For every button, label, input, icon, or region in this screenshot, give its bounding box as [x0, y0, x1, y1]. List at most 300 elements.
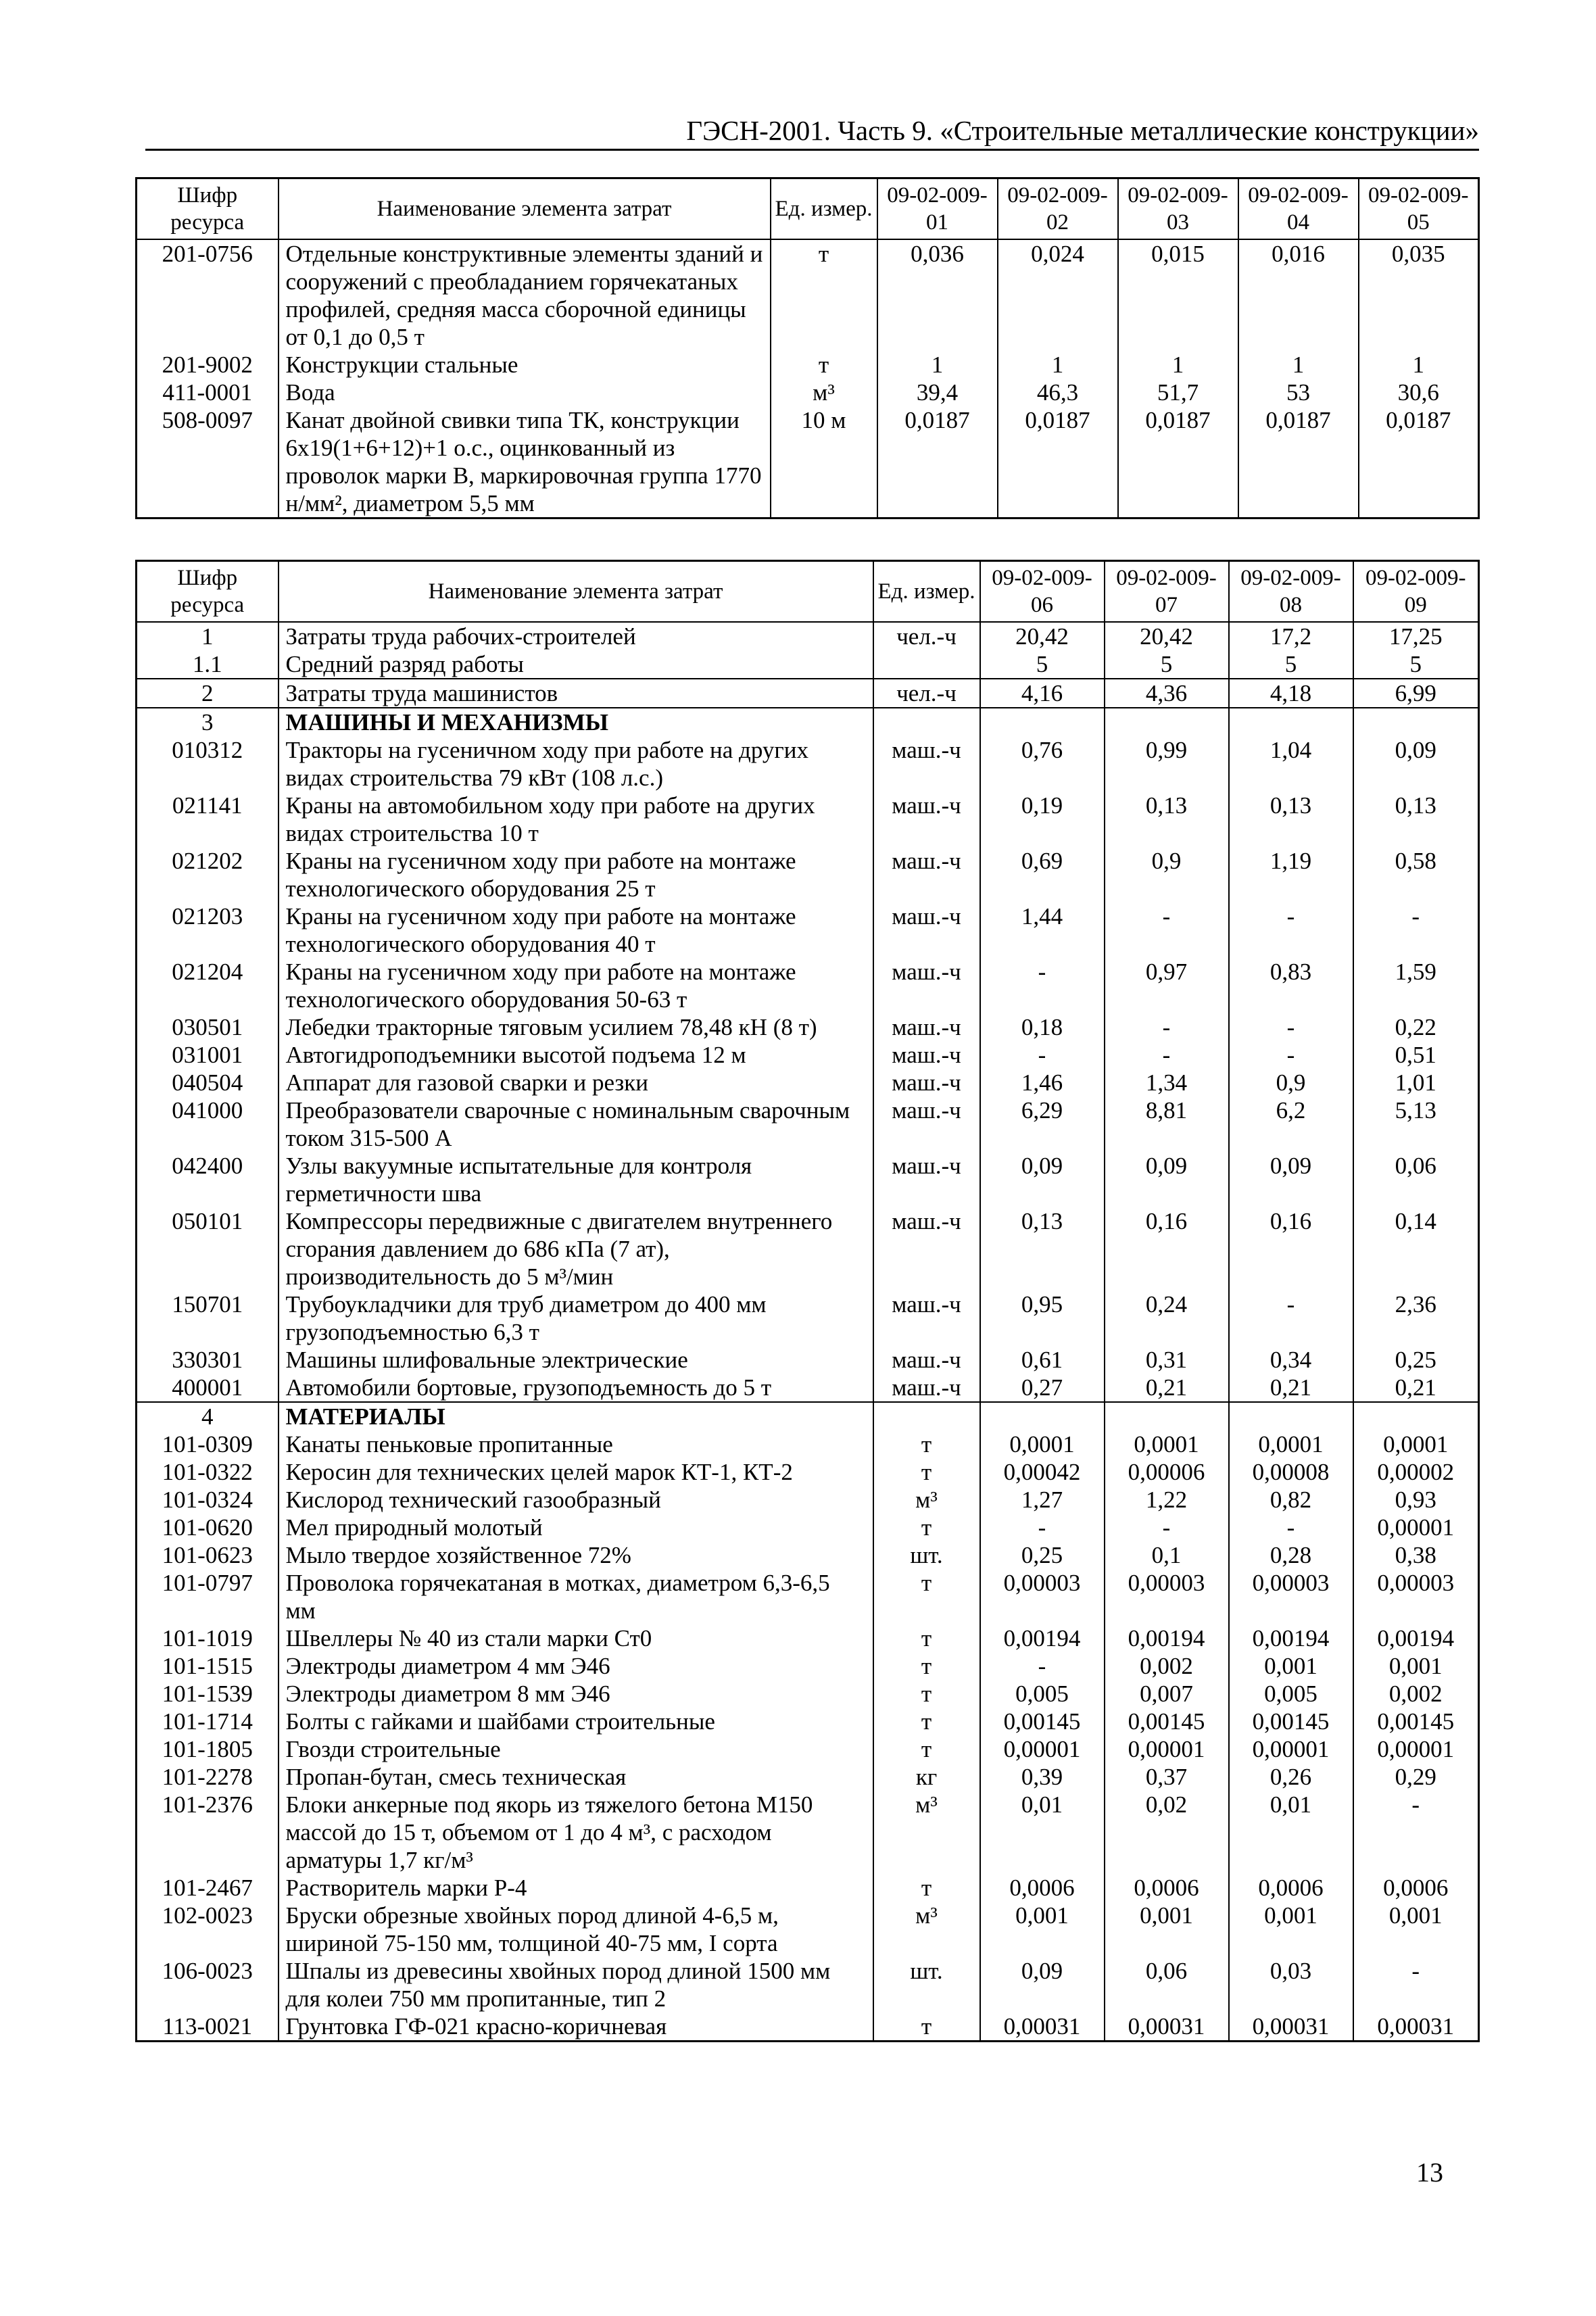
cell-value: [1105, 1402, 1229, 1430]
cell-value: 0,58: [1353, 847, 1479, 902]
table-row: [137, 1874, 1479, 1902]
cell-value: 0,00145: [1353, 1708, 1479, 1735]
cell-name: Краны на гусеничном ходу при работе на монтаже технологического оборудования 40 т: [279, 902, 873, 958]
cell-unit: кг: [873, 1763, 980, 1791]
cell-value: 0,13: [1105, 792, 1229, 847]
cell-value: 0,26: [1229, 1763, 1353, 1791]
col-header-rate: 09-02-009-06: [980, 561, 1105, 623]
col-header-rate: 09-02-009-03: [1118, 178, 1238, 240]
cell-value: 0,13: [1229, 792, 1353, 847]
cell-value: 53: [1238, 379, 1359, 406]
cell-value: 0,0187: [998, 406, 1118, 518]
cell-unit: т: [873, 1874, 980, 1902]
cell-name: Трубоукладчики для труб диаметром до 400 мм грузоподъемностью 6,3 т: [279, 1290, 873, 1346]
cell-code: 101-0322: [137, 1458, 279, 1486]
cell-value: 0,00003: [1353, 1569, 1479, 1624]
cell-name: Грунтовка ГФ-021 красно-коричневая: [279, 2012, 873, 2042]
cell-unit: маш.-ч: [873, 1207, 980, 1290]
cell-value: 0,9: [1229, 1069, 1353, 1096]
cell-value: 0,25: [980, 1541, 1105, 1569]
cell-value: 17,25: [1353, 622, 1479, 650]
cell-value: 0,0001: [1229, 1430, 1353, 1458]
cell-value: 0,0001: [1353, 1430, 1479, 1458]
cell-value: 0,0187: [877, 406, 998, 518]
cell-value: 20,42: [980, 622, 1105, 650]
cell-unit: чел.-ч: [873, 679, 980, 708]
cell-code: 101-0309: [137, 1430, 279, 1458]
cell-value: 0,93: [1353, 1486, 1479, 1514]
cell-unit: м³: [771, 379, 877, 406]
cell-code: 031001: [137, 1041, 279, 1069]
col-header-name: Наименование элемента затрат: [279, 561, 873, 623]
col-header-code: Шифр ресурса: [137, 561, 279, 623]
table-row: [137, 1346, 1479, 1374]
cell-value: 0,0001: [980, 1430, 1105, 1458]
cell-unit: т: [873, 1652, 980, 1680]
cell-value: -: [980, 1652, 1105, 1680]
cell-value: 0,00031: [1105, 2012, 1229, 2042]
cell-value: 0,0006: [980, 1874, 1105, 1902]
cell-value: 0,00031: [980, 2012, 1105, 2042]
col-header-code: Шифр ресурса: [137, 178, 279, 240]
col-header-name: Наименование элемента затрат: [279, 178, 771, 240]
cell-code: 101-0324: [137, 1486, 279, 1514]
cell-name: Средний разряд работы: [279, 650, 873, 679]
cell-name: Электроды диаметром 8 мм Э46: [279, 1680, 873, 1708]
cell-code: 201-0756: [137, 239, 279, 351]
cell-value: [1353, 1402, 1479, 1430]
table-row: [137, 1708, 1479, 1735]
cell-name: Автомобили бортовые, грузоподъемность до 5 т: [279, 1374, 873, 1402]
cell-unit: маш.-ч: [873, 1013, 980, 1041]
cell-value: -: [1353, 1791, 1479, 1874]
cell-code: 101-1539: [137, 1680, 279, 1708]
cell-code: 021204: [137, 958, 279, 1013]
cell-value: 6,2: [1229, 1096, 1353, 1152]
cell-value: -: [1353, 902, 1479, 958]
col-header-unit: Ед. измер.: [873, 561, 980, 623]
cell-name: Канат двойной свивки типа ТК, конструкции 6х19(1+6+12)+1 о.с., оцинкованный из проволок марки В, маркировочная группа 1770 н/мм², диаметром 5,5 мм: [279, 406, 771, 518]
cell-value: 0,09: [1105, 1152, 1229, 1207]
cell-code: 101-2278: [137, 1763, 279, 1791]
cell-unit: маш.-ч: [873, 1041, 980, 1069]
cell-value: 17,2: [1229, 622, 1353, 650]
cell-name: Автогидроподъемники высотой подъема 12 м: [279, 1041, 873, 1069]
cell-value: 0,00003: [980, 1569, 1105, 1624]
col-header-rate: 09-02-009-07: [1105, 561, 1229, 623]
col-header-rate: 09-02-009-04: [1238, 178, 1359, 240]
cell-value: -: [1105, 1013, 1229, 1041]
cell-value: 0,13: [1353, 792, 1479, 847]
cell-unit: м³: [873, 1791, 980, 1874]
cell-value: 0,16: [1105, 1207, 1229, 1290]
cell-code: 411-0001: [137, 379, 279, 406]
cell-name: Краны на гусеничном ходу при работе на монтаже технологического оборудования 25 т: [279, 847, 873, 902]
cell-value: 0,0187: [1118, 406, 1238, 518]
cell-unit: маш.-ч: [873, 958, 980, 1013]
col-header-rate: 09-02-009-05: [1359, 178, 1479, 240]
cell-unit: т: [873, 2012, 980, 2042]
resource-table-2: [135, 560, 1480, 2042]
cell-name: Вода: [279, 379, 771, 406]
table-row: [137, 1402, 1479, 1430]
table-row: [137, 379, 1479, 406]
cell-value: 0,83: [1229, 958, 1353, 1013]
cell-value: 0,18: [980, 1013, 1105, 1041]
cell-value: 1,59: [1353, 958, 1479, 1013]
cell-unit: 10 м: [771, 406, 877, 518]
cell-name: Конструкции стальные: [279, 351, 771, 379]
cell-value: 0,00194: [1353, 1624, 1479, 1652]
cell-code: 101-1805: [137, 1735, 279, 1763]
cell-value: 0,001: [1353, 1652, 1479, 1680]
table-row: [137, 1096, 1479, 1152]
cell-value: 0,001: [1229, 1902, 1353, 1957]
cell-code: 101-2467: [137, 1874, 279, 1902]
cell-value: -: [1229, 902, 1353, 958]
table-row: [137, 902, 1479, 958]
cell-value: 0,97: [1105, 958, 1229, 1013]
cell-code: 201-9002: [137, 351, 279, 379]
cell-value: 0,38: [1353, 1541, 1479, 1569]
cell-value: 8,81: [1105, 1096, 1229, 1152]
cell-code: 021202: [137, 847, 279, 902]
table-row: [137, 1486, 1479, 1514]
cell-value: 0,27: [980, 1374, 1105, 1402]
cell-value: 0,9: [1105, 847, 1229, 902]
cell-code: 2: [137, 679, 279, 708]
cell-code: 021141: [137, 792, 279, 847]
cell-code: 101-1019: [137, 1624, 279, 1652]
cell-value: [1105, 708, 1229, 736]
cell-code: 050101: [137, 1207, 279, 1290]
table-row: [137, 1514, 1479, 1541]
cell-value: 1: [998, 351, 1118, 379]
table-row: [137, 1458, 1479, 1486]
cell-value: 0,21: [1105, 1374, 1229, 1402]
cell-unit: чел.-ч: [873, 622, 980, 650]
cell-unit: маш.-ч: [873, 736, 980, 792]
cell-value: 0,0187: [1359, 406, 1479, 518]
table-row: [137, 1652, 1479, 1680]
cell-value: 0,00001: [980, 1735, 1105, 1763]
cell-code: 106-0023: [137, 1957, 279, 2012]
cell-value: 0,95: [980, 1290, 1105, 1346]
cell-value: [1229, 1402, 1353, 1430]
cell-unit: т: [873, 1680, 980, 1708]
col-header-rate: 09-02-009-01: [877, 178, 998, 240]
cell-value: 0,21: [1353, 1374, 1479, 1402]
table-row: [137, 1541, 1479, 1569]
cell-value: 0,09: [1353, 736, 1479, 792]
cell-value: -: [1353, 1957, 1479, 2012]
cell-unit: м³: [873, 1902, 980, 1957]
cell-value: 0,06: [1353, 1152, 1479, 1207]
cell-value: 39,4: [877, 379, 998, 406]
cell-name: Машины шлифовальные электрические: [279, 1346, 873, 1374]
cell-value: 0,31: [1105, 1346, 1229, 1374]
table-header-row: [137, 561, 1479, 623]
cell-value: 0,00001: [1229, 1735, 1353, 1763]
table-row: [137, 1041, 1479, 1069]
cell-value: 0,00031: [1229, 2012, 1353, 2042]
cell-value: 5: [980, 650, 1105, 679]
cell-name: МАТЕРИАЛЫ: [279, 1402, 873, 1430]
cell-value: 0,09: [980, 1957, 1105, 2012]
cell-value: 0,51: [1353, 1041, 1479, 1069]
cell-code: 101-2376: [137, 1791, 279, 1874]
cell-name: Гвозди строительные: [279, 1735, 873, 1763]
cell-value: 0,1: [1105, 1541, 1229, 1569]
cell-value: 0,01: [1229, 1791, 1353, 1874]
cell-unit: [873, 1402, 980, 1430]
cell-value: 0,09: [980, 1152, 1105, 1207]
cell-name: Затраты труда машинистов: [279, 679, 873, 708]
cell-value: 0,28: [1229, 1541, 1353, 1569]
table-row: [137, 1624, 1479, 1652]
cell-value: 0,001: [1353, 1902, 1479, 1957]
cell-unit: т: [771, 351, 877, 379]
cell-name: Блоки анкерные под якорь из тяжелого бетона М150 массой до 15 т, объемом от 1 до 4 м³, с расходом арматуры 1,7 кг/м³: [279, 1791, 873, 1874]
cell-value: 0,24: [1105, 1290, 1229, 1346]
cell-value: -: [1229, 1013, 1353, 1041]
cell-name: Краны на автомобильном ходу при работе на других видах строительства 10 т: [279, 792, 873, 847]
cell-unit: маш.-ч: [873, 902, 980, 958]
table-row: [137, 1430, 1479, 1458]
cell-unit: [873, 708, 980, 736]
cell-value: -: [1229, 1290, 1353, 1346]
cell-unit: т: [873, 1735, 980, 1763]
cell-value: [1229, 708, 1353, 736]
table-row: [137, 1152, 1479, 1207]
cell-value: 1,34: [1105, 1069, 1229, 1096]
cell-name: Узлы вакуумные испытательные для контроля герметичности шва: [279, 1152, 873, 1207]
cell-value: 0,0187: [1238, 406, 1359, 518]
cell-value: 0,024: [998, 239, 1118, 351]
cell-value: 0,82: [1229, 1486, 1353, 1514]
cell-value: 0,03: [1229, 1957, 1353, 2012]
cell-value: 1,04: [1229, 736, 1353, 792]
cell-value: 1: [877, 351, 998, 379]
cell-value: 0,00145: [1105, 1708, 1229, 1735]
cell-code: 101-0797: [137, 1569, 279, 1624]
table-row: [137, 2012, 1479, 2042]
cell-value: 0,00031: [1353, 2012, 1479, 2042]
table-row: [137, 1957, 1479, 2012]
cell-value: 30,6: [1359, 379, 1479, 406]
cell-value: 4,16: [980, 679, 1105, 708]
table-row: [137, 1290, 1479, 1346]
cell-value: 1,22: [1105, 1486, 1229, 1514]
cell-value: [1353, 708, 1479, 736]
cell-value: -: [980, 1514, 1105, 1541]
cell-value: 0,002: [1353, 1680, 1479, 1708]
cell-value: 0,19: [980, 792, 1105, 847]
cell-value: 1: [1238, 351, 1359, 379]
cell-unit: т: [873, 1708, 980, 1735]
cell-value: 0,036: [877, 239, 998, 351]
cell-value: 0,22: [1353, 1013, 1479, 1041]
cell-code: 010312: [137, 736, 279, 792]
cell-value: 1: [1359, 351, 1479, 379]
table-row: [137, 351, 1479, 379]
cell-value: 0,0006: [1229, 1874, 1353, 1902]
cell-name: Электроды диаметром 4 мм Э46: [279, 1652, 873, 1680]
cell-value: 4,18: [1229, 679, 1353, 708]
cell-code: 040504: [137, 1069, 279, 1096]
cell-code: 021203: [137, 902, 279, 958]
cell-value: 0,00001: [1353, 1514, 1479, 1541]
cell-unit: [873, 650, 980, 679]
cell-code: 101-1515: [137, 1652, 279, 1680]
cell-unit: маш.-ч: [873, 1152, 980, 1207]
cell-value: 0,0001: [1105, 1430, 1229, 1458]
cell-value: 0,00001: [1353, 1735, 1479, 1763]
cell-value: 1,44: [980, 902, 1105, 958]
cell-unit: шт.: [873, 1541, 980, 1569]
cell-name: Мел природный молотый: [279, 1514, 873, 1541]
cell-name: Тракторы на гусеничном ходу при работе на других видах строительства 79 кВт (108 л.с.): [279, 736, 873, 792]
cell-unit: т: [873, 1514, 980, 1541]
table-row: [137, 1569, 1479, 1624]
cell-value: 0,76: [980, 736, 1105, 792]
cell-name: Болты с гайками и шайбами строительные: [279, 1708, 873, 1735]
cell-value: 0,69: [980, 847, 1105, 902]
cell-value: -: [1229, 1041, 1353, 1069]
cell-code: 102-0023: [137, 1902, 279, 1957]
cell-value: -: [1105, 1514, 1229, 1541]
cell-value: 0,00145: [980, 1708, 1105, 1735]
table-row: [137, 708, 1479, 736]
cell-code: 330301: [137, 1346, 279, 1374]
cell-name: Шпалы из древесины хвойных пород длиной 1500 мм для колеи 750 мм пропитанные, тип 2: [279, 1957, 873, 2012]
col-header-rate: 09-02-009-09: [1353, 561, 1479, 623]
cell-code: 1: [137, 622, 279, 650]
cell-code: 508-0097: [137, 406, 279, 518]
cell-value: [980, 708, 1105, 736]
cell-value: 1: [1118, 351, 1238, 379]
cell-name: Бруски обрезные хвойных пород длиной 4-6,5 м, шириной 75-150 мм, толщиной 40-75 мм, I сорта: [279, 1902, 873, 1957]
cell-name: Отдельные конструктивные элементы зданий и сооружений с преобладанием горячекатаных профилей, средняя масса сборочной единицы от 0,1 до 0,5 т: [279, 239, 771, 351]
cell-value: -: [980, 958, 1105, 1013]
table-row: [137, 1069, 1479, 1096]
cell-name: Кислород технический газообразный: [279, 1486, 873, 1514]
cell-name: Мыло твердое хозяйственное 72%: [279, 1541, 873, 1569]
cell-value: 51,7: [1118, 379, 1238, 406]
cell-value: 0,16: [1229, 1207, 1353, 1290]
cell-value: 0,00008: [1229, 1458, 1353, 1486]
cell-code: 030501: [137, 1013, 279, 1041]
cell-code: 400001: [137, 1374, 279, 1402]
cell-value: 0,01: [980, 1791, 1105, 1874]
cell-unit: т: [873, 1569, 980, 1624]
cell-value: 0,00002: [1353, 1458, 1479, 1486]
cell-value: 6,99: [1353, 679, 1479, 708]
cell-value: 0,035: [1359, 239, 1479, 351]
table-row: [137, 847, 1479, 902]
table-row: [137, 239, 1479, 351]
table-row: [137, 958, 1479, 1013]
col-header-unit: Ед. измер.: [771, 178, 877, 240]
cell-name: Швеллеры № 40 из стали марки Ст0: [279, 1624, 873, 1652]
cell-value: 0,21: [1229, 1374, 1353, 1402]
cell-unit: маш.-ч: [873, 1346, 980, 1374]
page-header: ГЭСН-2001. Часть 9. «Строительные металлические конструкции»: [145, 114, 1479, 151]
cell-value: 0,37: [1105, 1763, 1229, 1791]
cell-code: 150701: [137, 1290, 279, 1346]
cell-value: 1,27: [980, 1486, 1105, 1514]
cell-value: 0,00194: [1105, 1624, 1229, 1652]
cell-value: 46,3: [998, 379, 1118, 406]
cell-name: Аппарат для газовой сварки и резки: [279, 1069, 873, 1096]
col-header-rate: 09-02-009-08: [1229, 561, 1353, 623]
cell-value: 5: [1229, 650, 1353, 679]
cell-value: 0,00042: [980, 1458, 1105, 1486]
cell-unit: маш.-ч: [873, 1069, 980, 1096]
cell-value: 0,06: [1105, 1957, 1229, 2012]
cell-value: 5,13: [1353, 1096, 1479, 1152]
table-header-row: [137, 178, 1479, 240]
table-row: [137, 1735, 1479, 1763]
cell-value: 0,0006: [1353, 1874, 1479, 1902]
cell-value: 0,005: [1229, 1680, 1353, 1708]
cell-name: Пропан-бутан, смесь техническая: [279, 1763, 873, 1791]
cell-value: 5: [1353, 650, 1479, 679]
table-row: [137, 406, 1479, 518]
cell-value: 0,015: [1118, 239, 1238, 351]
cell-name: Преобразователи сварочные с номинальным сварочным током 315-500 А: [279, 1096, 873, 1152]
table-row: [137, 650, 1479, 679]
cell-name: МАШИНЫ И МЕХАНИЗМЫ: [279, 708, 873, 736]
cell-value: 0,00003: [1229, 1569, 1353, 1624]
cell-value: 0,001: [1229, 1652, 1353, 1680]
cell-value: 0,005: [980, 1680, 1105, 1708]
cell-value: -: [1105, 902, 1229, 958]
cell-value: 0,99: [1105, 736, 1229, 792]
cell-value: -: [980, 1041, 1105, 1069]
table-row: [137, 1207, 1479, 1290]
cell-value: 0,29: [1353, 1763, 1479, 1791]
table-row: [137, 679, 1479, 708]
cell-unit: т: [771, 239, 877, 351]
cell-unit: маш.-ч: [873, 1096, 980, 1152]
cell-code: 3: [137, 708, 279, 736]
cell-code: 4: [137, 1402, 279, 1430]
cell-value: 5: [1105, 650, 1229, 679]
cell-value: 0,61: [980, 1346, 1105, 1374]
cell-name: Лебедки тракторные тяговым усилием 78,48 кН (8 т): [279, 1013, 873, 1041]
table-row: [137, 1902, 1479, 1957]
table-row: [137, 1680, 1479, 1708]
cell-value: 0,016: [1238, 239, 1359, 351]
cell-value: -: [1105, 1041, 1229, 1069]
cell-name: Растворитель марки Р-4: [279, 1874, 873, 1902]
table-row: [137, 1013, 1479, 1041]
cell-name: Краны на гусеничном ходу при работе на монтаже технологического оборудования 50-63 т: [279, 958, 873, 1013]
cell-value: 0,39: [980, 1763, 1105, 1791]
cell-value: 0,13: [980, 1207, 1105, 1290]
table-row: [137, 736, 1479, 792]
cell-unit: м³: [873, 1486, 980, 1514]
cell-value: [980, 1402, 1105, 1430]
cell-value: 0,14: [1353, 1207, 1479, 1290]
table-row: [137, 1374, 1479, 1402]
cell-unit: шт.: [873, 1957, 980, 2012]
cell-value: 0,00003: [1105, 1569, 1229, 1624]
cell-code: 042400: [137, 1152, 279, 1207]
cell-value: 0,00001: [1105, 1735, 1229, 1763]
cell-name: Проволока горячекатаная в мотках, диаметром 6,3-6,5 мм: [279, 1569, 873, 1624]
